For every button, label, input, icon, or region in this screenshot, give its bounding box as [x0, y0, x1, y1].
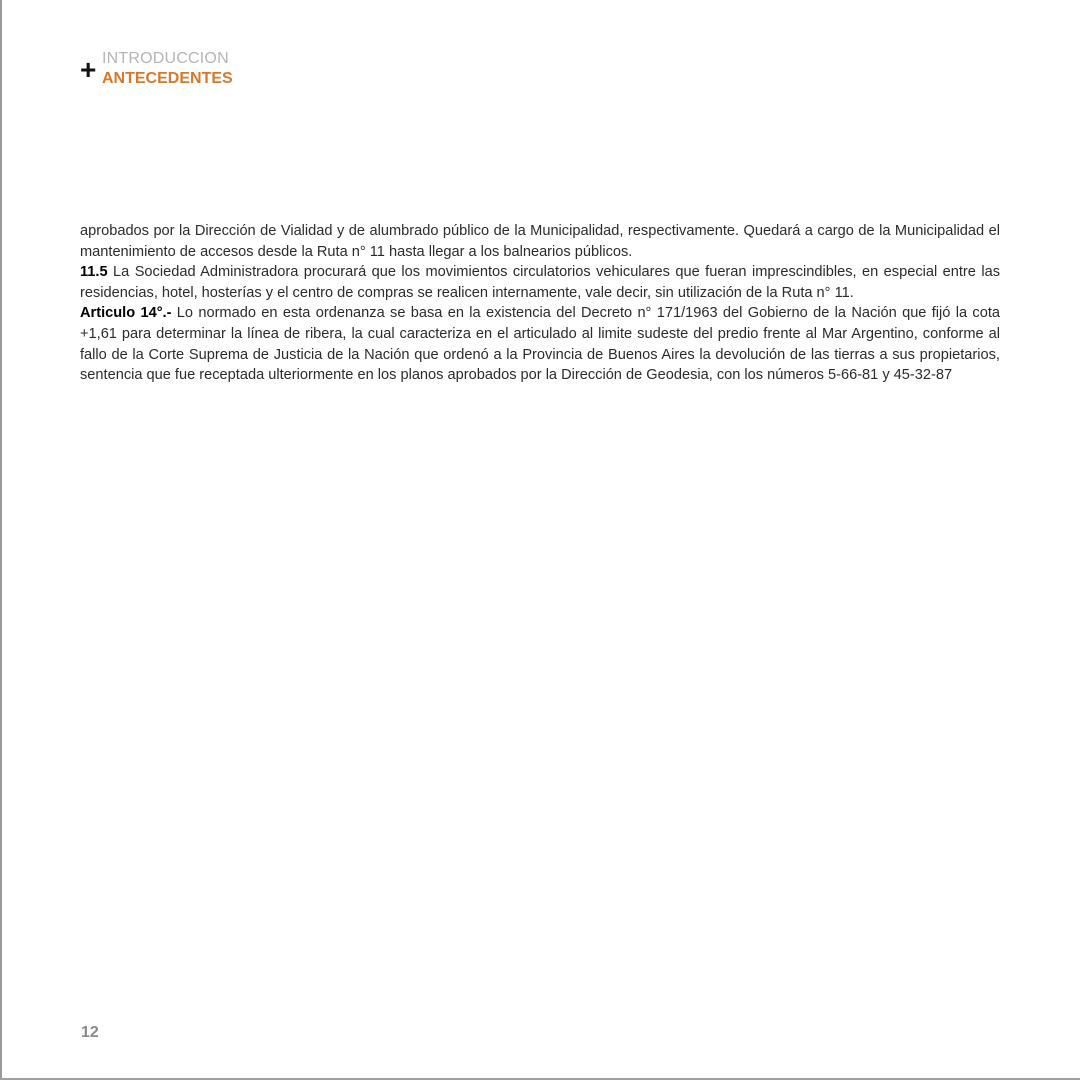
body-text: [80, 221, 1000, 386]
item-11-5-label: 11.5: [80, 264, 108, 281]
articulo-14: [80, 303, 1000, 385]
page-number: 12: [81, 1024, 99, 1041]
plus-icon: +: [80, 54, 97, 85]
section-title: INTRODUCCION: [102, 50, 229, 67]
item-11-5-text: La Sociedad Administradora procurará que los movimientos circulatorios vehiculares que fueran imprescindibles, en especial entre las residencias, hotel, hosterías y el centro de compras se realicen internamente, vale decir, sin utilización de la Ruta n° 11.: [80, 264, 1000, 301]
articulo-14-label: Articulo 14°.-: [80, 305, 172, 322]
articulo-14-text: Lo normado en esta ordenanza se basa en la existencia del Decreto n° 171/1963 del Gobierno de la Nación que fijó la cota +1,61 para determinar la línea de ribera, la cual caracteriza en el articulado al limite sudeste del predio frente al Mar Argentino, conforme al fallo de la Corte Suprema de Justicia de la Nación que ordenó a la Provincia de Buenos Aires la devolución de las tierras a sus propietarios, sentencia que fue receptada ulteriormente en los planos aprobados por la Dirección de Geodesia, con los números 5-66-81 y 45-32-87: [80, 305, 1001, 384]
page-border-left: [0, 0, 2, 1080]
item-11-5: [80, 262, 1000, 303]
subsection-title: ANTECEDENTES: [102, 70, 233, 87]
paragraph-continuation: aprobados por la Dirección de Vialidad y de alumbrado público de la Municipalidad, respectivamente. Quedará a cargo de la Municipalidad el mantenimiento de accesos desde la Ruta n° 11 hasta llegar a los balnearios públicos.: [80, 223, 1000, 260]
